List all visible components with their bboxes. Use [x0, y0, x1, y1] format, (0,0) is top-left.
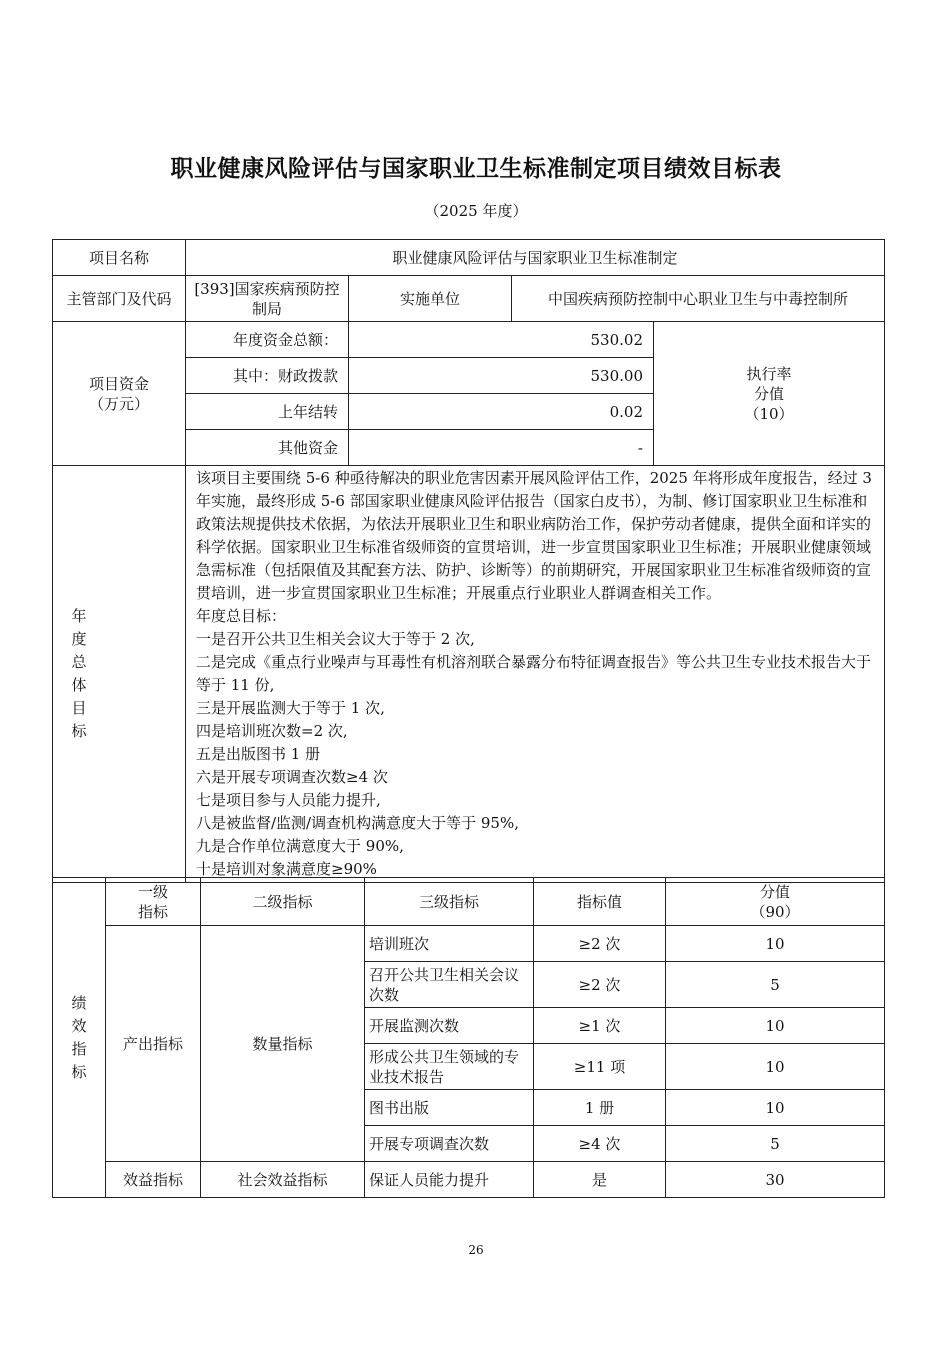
- funds-row-label: 其中：财政拨款: [186, 358, 349, 394]
- goals-item: 十是培训对象满意度≥90%: [196, 860, 377, 878]
- indicator-value: 1 册: [534, 1090, 666, 1126]
- dept-label: 主管部门及代码: [53, 276, 186, 322]
- year-subtitle: （2025 年度）: [424, 202, 528, 220]
- indicator-value: ≥2 次: [534, 962, 666, 1008]
- quantity-indicator-label: 数量指标: [201, 926, 365, 1162]
- goals-label-char: 年: [71, 607, 87, 625]
- indicators-table: [52, 877, 885, 1198]
- header-score-line1: 分值: [759, 882, 790, 901]
- indicators-label-char: 绩: [71, 993, 87, 1012]
- goals-item: 一是召开公共卫生相关会议大于等于 2 次,: [196, 630, 475, 648]
- funds-row-label: 其他资金: [186, 430, 349, 466]
- indicators-header-row: [53, 878, 885, 926]
- goals-label-char: 总: [71, 653, 87, 671]
- indicator-name: 开展监测次数: [365, 1008, 534, 1044]
- indicator-score: 10: [666, 1044, 885, 1090]
- indicator-score: 10: [666, 1008, 885, 1044]
- indicator-score: 10: [666, 1090, 885, 1126]
- goals-item: 五是出版图书 1 册: [196, 745, 321, 763]
- goals-label-char: 度: [71, 630, 87, 648]
- indicator-value: ≥11 项: [534, 1044, 666, 1090]
- indicator-value: ≥4 次: [534, 1126, 666, 1162]
- dept-row: [53, 276, 885, 322]
- indicators-label-char: 效: [71, 1016, 87, 1035]
- goals-item: 四是培训班次数=2 次,: [196, 722, 348, 740]
- benefit-row: [53, 1162, 885, 1198]
- goals-item: 七是项目参与人员能力提升,: [196, 791, 381, 809]
- indicator-name: 形成公共卫生领域的专业技术报告: [365, 1044, 534, 1090]
- indicators-label-char: 指: [71, 1039, 87, 1058]
- indicator-name: 保证人员能力提升: [365, 1162, 534, 1198]
- header-level1-line1: 一级: [137, 882, 168, 901]
- rate-label: 执行率: [746, 364, 792, 383]
- goals-intro: 该项目主要围绕 5-6 种亟待解决的职业危害因素开展风险评估工作，2025 年将形成年度报告，经过 3 年实施，最终形成 5-6 部国家职业健康风险评估报告（国家白皮书），为制、修订国家职业卫生标准和政策法规提供技术依据，为依法开展职业卫生和职业病防治工作，保护劳动者健康，提供全面和详实的科学依据。国家职业卫生标准省级师资的宣贯培训，进一步宣贯国家职业卫生标准；开展职业健康领域急需标准（包括限值及其配套方法、防护、诊断等）的前期研究，开展国家职业卫生标准省级师资的宣贯培训，进一步宣贯国家职业卫生标准；开展重点行业职业人群调查相关工作。: [196, 469, 872, 602]
- goals-item: 年度总目标：: [196, 607, 287, 625]
- funds-row-label: 年度资金总额：: [186, 322, 349, 358]
- goals-label-char: 目: [71, 699, 87, 717]
- funds-row-label: 上年结转: [186, 394, 349, 430]
- header-level3: 三级指标: [365, 878, 534, 926]
- funds-row-value: 530.02: [349, 322, 654, 358]
- dept-value: [393]国家疾病预防控制局: [186, 276, 349, 322]
- output-indicator-label: 产出指标: [106, 926, 201, 1162]
- funds-row-value: 0.02: [349, 394, 654, 430]
- indicators-label-char: 标: [71, 1062, 87, 1081]
- goals-label-char: 体: [71, 676, 87, 694]
- project-name-row: [53, 240, 885, 276]
- indicators-label: [53, 878, 106, 1198]
- header-level1: [106, 878, 201, 926]
- table-row: [53, 926, 885, 962]
- indicator-score: 5: [666, 1126, 885, 1162]
- indicator-value: ≥2 次: [534, 926, 666, 962]
- project-name-label: 项目名称: [53, 240, 186, 276]
- execution-rate-cell: [654, 322, 885, 466]
- header-level2: 二级指标: [201, 878, 365, 926]
- goals-item: 九是合作单位满意度大于 90%,: [196, 837, 404, 855]
- goals-label-char: 标: [71, 722, 87, 740]
- indicator-value: ≥1 次: [534, 1008, 666, 1044]
- indicator-value: 是: [534, 1162, 666, 1198]
- page-title: 职业健康风险评估与国家职业卫生标准制定项目绩效目标表: [170, 156, 782, 182]
- indicator-score: 5: [666, 962, 885, 1008]
- funds-row: [53, 322, 885, 358]
- rate-score-label: 分值: [754, 384, 785, 403]
- indicator-score: 30: [666, 1162, 885, 1198]
- indicator-name: 开展专项调查次数: [365, 1126, 534, 1162]
- benefit-level1: 效益指标: [106, 1162, 201, 1198]
- indicator-name: 图书出版: [365, 1090, 534, 1126]
- funds-row-value: 530.00: [349, 358, 654, 394]
- goals-item: 三是开展监测大于等于 1 次,: [196, 699, 385, 717]
- indicator-name: 召开公共卫生相关会议次数: [365, 962, 534, 1008]
- indicator-score: 10: [666, 926, 885, 962]
- header-score: [666, 878, 885, 926]
- indicator-name: 培训班次: [365, 926, 534, 962]
- goals-item: 六是开展专项调查次数≥4 次: [196, 768, 388, 786]
- header-level1-line2: 指标: [137, 902, 168, 921]
- goals-item: 二是完成《重点行业噪声与耳毒性有机溶剂联合暴露分布特征调查报告》等公共卫生专业技术报告大于等于 11 份,: [196, 653, 872, 694]
- funds-label-line2: （万元）: [88, 394, 149, 413]
- funds-row-value: -: [349, 430, 654, 466]
- goals-content: [186, 466, 885, 883]
- benefit-level2: 社会效益指标: [201, 1162, 365, 1198]
- funds-label-line1: 项目资金: [88, 374, 149, 393]
- header-score-line2: （90）: [750, 902, 800, 921]
- project-name: 职业健康风险评估与国家职业卫生标准制定: [186, 240, 885, 276]
- goals-row: [53, 466, 885, 883]
- unit-label: 实施单位: [349, 276, 512, 322]
- unit-value: 中国疾病预防控制中心职业卫生与中毒控制所: [512, 276, 885, 322]
- header-value: 指标值: [534, 878, 666, 926]
- page-number: 26: [468, 1243, 484, 1257]
- goals-label: [53, 466, 186, 883]
- project-info-table: [52, 239, 885, 883]
- rate-score: （10）: [744, 404, 794, 423]
- funds-label: [53, 322, 186, 466]
- goals-item: 八是被监督/监测/调查机构满意度大于等于 95%,: [196, 814, 519, 832]
